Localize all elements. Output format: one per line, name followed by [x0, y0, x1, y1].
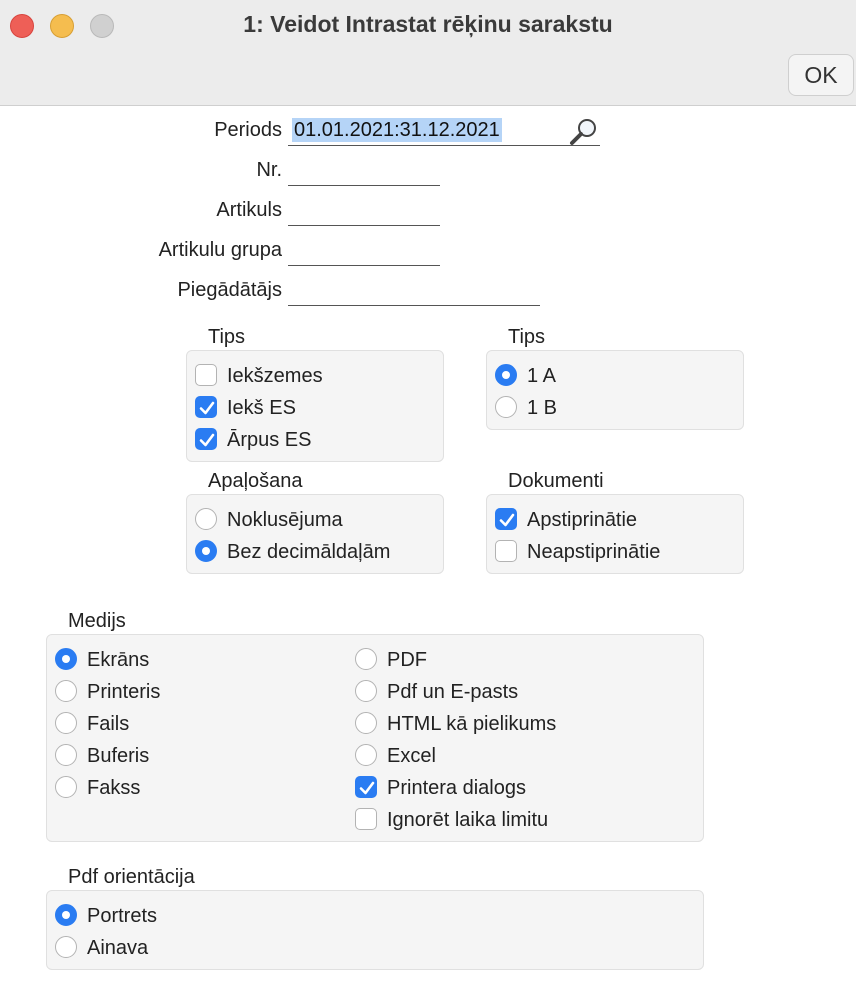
radio-button[interactable] — [55, 712, 77, 734]
checkmark-icon — [198, 431, 216, 449]
search-icon[interactable] — [568, 116, 602, 146]
artikuls-label: Artikuls — [216, 199, 282, 221]
checkmark-icon — [198, 399, 216, 417]
checkbox-box[interactable] — [195, 396, 217, 418]
radio-button[interactable] — [55, 936, 77, 958]
documents-group: Apstiprinātie Neapstiprinātie — [486, 494, 744, 574]
media-group: Ekrāns Printeris Fails Buferis Fakss PDF Pdf un E-pasts HTML kā pielikums Excel Printera dialogs Ignorēt laika limitu — [46, 634, 704, 842]
artikuls-field[interactable] — [288, 196, 440, 226]
checkmark-icon — [358, 779, 376, 797]
piegadatajs-label: Piegādātājs — [177, 279, 282, 301]
artikulu-grupa-field[interactable] — [288, 236, 440, 266]
period-value: 01.01.2021:31.12.2021 — [294, 119, 500, 141]
rounding-group: Noklusējuma Bez decimāldaļām — [186, 494, 444, 574]
checkbox-box[interactable] — [495, 540, 517, 562]
checkbox-box[interactable] — [355, 808, 377, 830]
ok-button[interactable]: OK — [788, 54, 854, 96]
checkbox-box[interactable] — [495, 508, 517, 530]
radio-button[interactable] — [355, 680, 377, 702]
period-field[interactable] — [288, 116, 600, 146]
radio-button[interactable] — [55, 648, 77, 670]
pdf-orientation-group: Portrets Ainava — [46, 890, 704, 970]
nr-label: Nr. — [256, 159, 282, 181]
radio-button[interactable] — [55, 680, 77, 702]
checkmark-icon — [498, 511, 516, 529]
media-group-label: Medijs — [68, 610, 126, 632]
tips-radio-group: 1 A 1 B — [486, 350, 744, 430]
radio-button[interactable] — [55, 776, 77, 798]
radio-button[interactable] — [495, 364, 517, 386]
checkbox-box[interactable] — [195, 428, 217, 450]
tips-check-group: Iekšzemes Iekš ES Ārpus ES — [186, 350, 444, 462]
radio-button[interactable] — [495, 396, 517, 418]
documents-group-label: Dokumenti — [508, 470, 604, 492]
radio-button[interactable] — [355, 744, 377, 766]
rounding-group-label: Apaļošana — [208, 470, 303, 492]
period-label: Periods — [214, 119, 282, 141]
piegadatajs-field[interactable] — [288, 276, 540, 306]
pdf-orientation-group-label: Pdf orientācija — [68, 866, 195, 888]
title-bar — [0, 0, 856, 106]
radio-button[interactable] — [55, 904, 77, 926]
radio-button[interactable] — [55, 744, 77, 766]
checkbox-box[interactable] — [355, 776, 377, 798]
radio-button[interactable] — [355, 712, 377, 734]
radio-button[interactable] — [195, 540, 217, 562]
tips-check-group-label: Tips — [208, 326, 246, 348]
artikulu-grupa-label: Artikulu grupa — [158, 239, 282, 261]
radio-button[interactable] — [355, 648, 377, 670]
window-title: 1: Veidot Intrastat rēķinu sarakstu — [243, 11, 613, 37]
tips-radio-group-label: Tips — [508, 326, 546, 348]
nr-field[interactable] — [288, 156, 440, 186]
checkbox-box[interactable] — [195, 364, 217, 386]
radio-button[interactable] — [195, 508, 217, 530]
